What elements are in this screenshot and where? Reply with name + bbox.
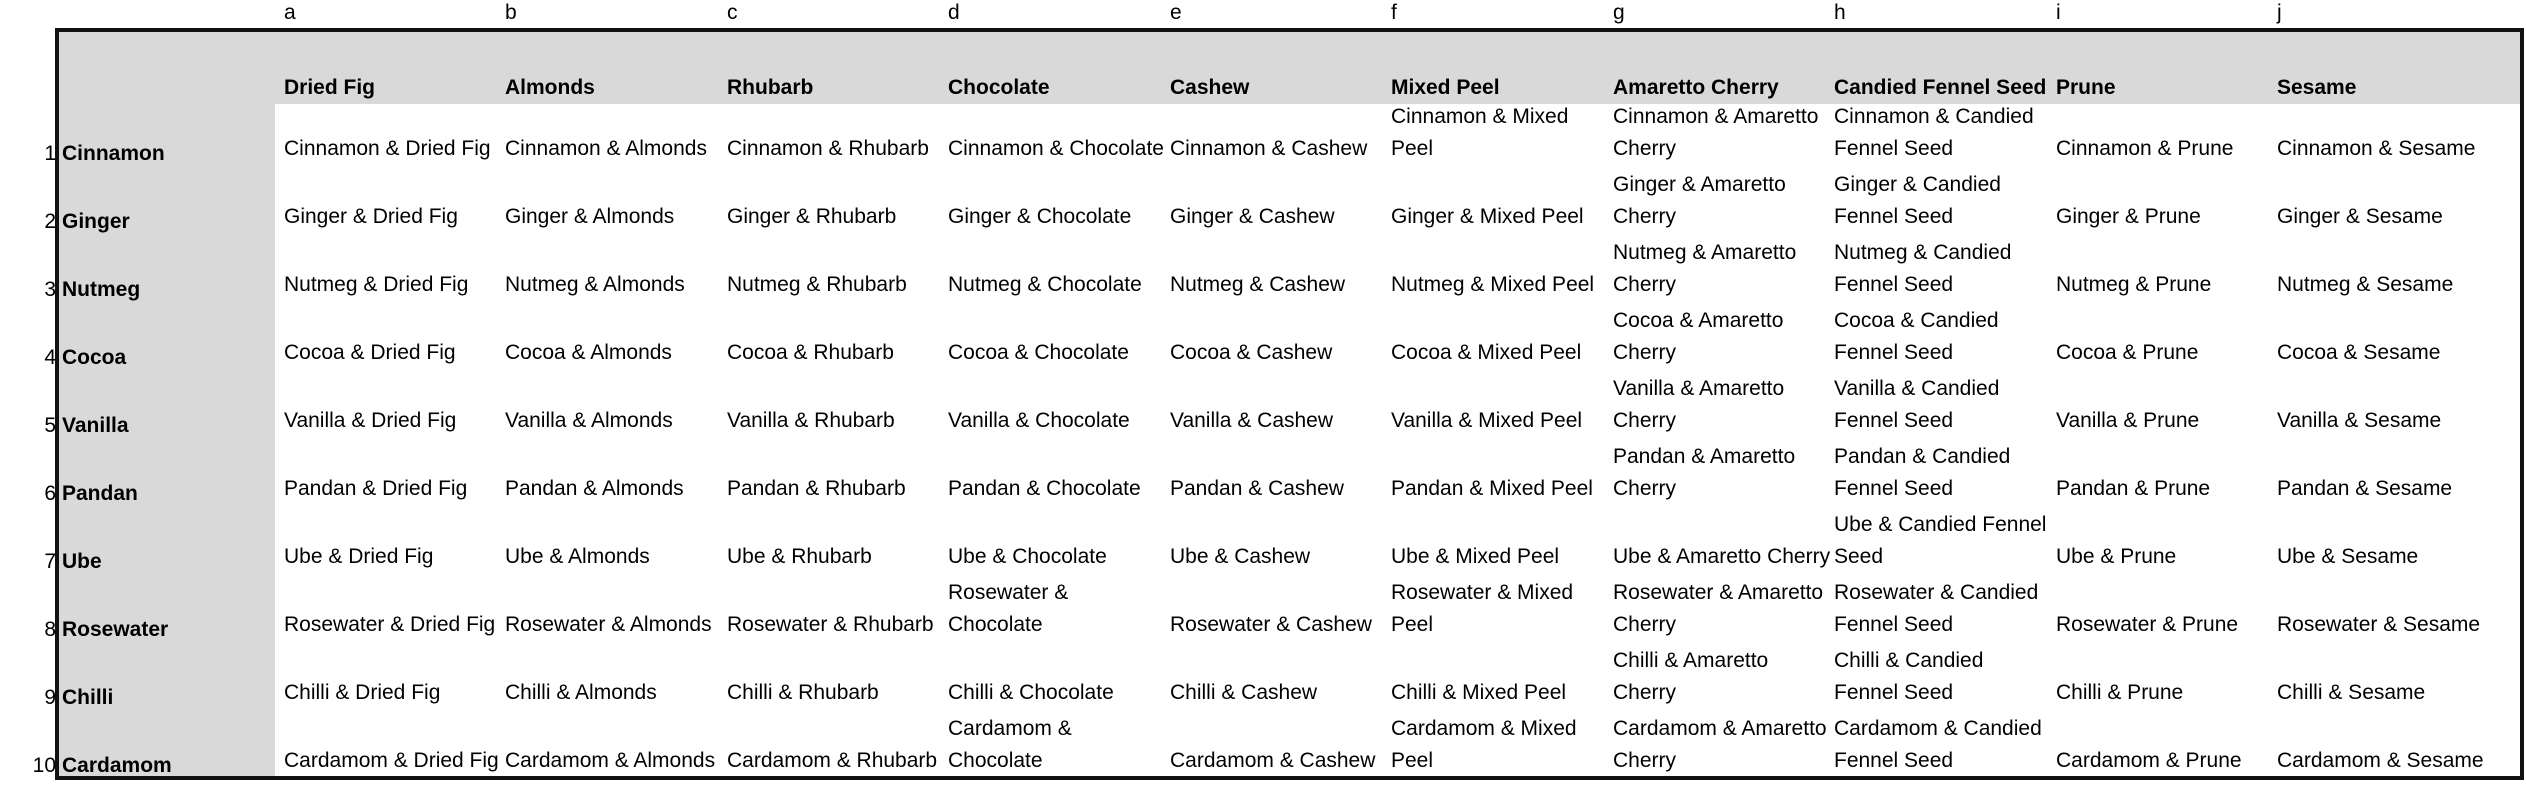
table-cell[interactable]: Cardamom & Cashew	[1170, 749, 1376, 772]
table-cell[interactable]: Chilli & Rhubarb	[727, 681, 879, 704]
row-label: Cardamom	[62, 754, 172, 777]
table-cell[interactable]: Vanilla & Candied Fennel Seed	[1834, 377, 2000, 432]
row-number: 8	[44, 618, 56, 641]
table-cell[interactable]: Cardamom & Candied Fennel Seed	[1834, 717, 2042, 772]
table-cell[interactable]: Chilli & Chocolate	[948, 681, 1114, 704]
table-cell[interactable]: Chilli & Amaretto Cherry	[1613, 649, 1769, 704]
table-cell[interactable]: Cocoa & Dried Fig	[284, 341, 456, 364]
table-cell[interactable]: Ginger & Prune	[2056, 205, 2201, 228]
table-cell[interactable]: Ginger & Cashew	[1170, 205, 1335, 228]
column-header: Almonds	[505, 76, 595, 99]
column-header: Chocolate	[948, 76, 1050, 99]
table-cell[interactable]: Ube & Chocolate	[948, 545, 1107, 568]
row-number: 9	[44, 686, 56, 709]
table-cell[interactable]: Vanilla & Mixed Peel	[1391, 409, 1583, 432]
table-cell[interactable]: Cinnamon & Prune	[2056, 137, 2234, 160]
table-cell[interactable]: Cinnamon & Almonds	[505, 137, 707, 160]
table-cell[interactable]: Nutmeg & Cashew	[1170, 273, 1346, 296]
table-cell[interactable]: Cocoa & Amaretto Cherry	[1613, 309, 1784, 364]
table-cell[interactable]: Pandan & Prune	[2056, 477, 2211, 500]
table-cell[interactable]: Cinnamon & Dried Fig	[284, 137, 491, 160]
table-cell[interactable]: Ube & Dried Fig	[284, 545, 434, 568]
table-cell[interactable]: Pandan & Rhubarb	[727, 477, 906, 500]
table-cell[interactable]: Ginger & Chocolate	[948, 205, 1132, 228]
table-cell[interactable]: Nutmeg & Rhubarb	[727, 273, 907, 296]
table-cell[interactable]: Cocoa & Mixed Peel	[1391, 341, 1582, 364]
column-header: Mixed Peel	[1391, 76, 1500, 99]
table-cell[interactable]: Vanilla & Sesame	[2277, 409, 2442, 432]
table-cell[interactable]: Cocoa & Candied Fennel Seed	[1834, 309, 1999, 364]
table-cell[interactable]: Ube & Rhubarb	[727, 545, 872, 568]
row-number-gutter	[0, 0, 56, 808]
table-cell[interactable]: Cinnamon & Candied Fennel Seed	[1834, 105, 2034, 160]
table-cell[interactable]: Cinnamon & Mixed Peel	[1391, 105, 1569, 160]
table-cell[interactable]: Ginger & Almonds	[505, 205, 675, 228]
row-number: 6	[44, 482, 56, 505]
table-cell[interactable]: Nutmeg & Almonds	[505, 273, 685, 296]
column-header: Sesame	[2277, 76, 2357, 99]
column-header: Rhubarb	[727, 76, 814, 99]
table-cell[interactable]: Cocoa & Chocolate	[948, 341, 1129, 364]
column-letter-d: d	[948, 1, 960, 24]
table-cell[interactable]: Ube & Cashew	[1170, 545, 1311, 568]
table-cell[interactable]: Pandan & Chocolate	[948, 477, 1141, 500]
column-header: Candied Fennel Seed	[1834, 76, 2047, 99]
table-cell[interactable]: Cocoa & Sesame	[2277, 341, 2441, 364]
table-cell[interactable]: Cinnamon & Amaretto Cherry	[1613, 105, 1819, 160]
table-cell[interactable]: Cardamom & Dried Fig	[284, 749, 499, 772]
table-cell[interactable]: Nutmeg & Mixed Peel	[1391, 273, 1595, 296]
table-cell[interactable]: Cardamom & Rhubarb	[727, 749, 938, 772]
table-cell[interactable]: Ube & Almonds	[505, 545, 650, 568]
table-cell[interactable]: Vanilla & Rhubarb	[727, 409, 895, 432]
table-cell[interactable]: Rosewater & Amaretto Cherry	[1613, 581, 1824, 636]
table-cell[interactable]: Cocoa & Prune	[2056, 341, 2199, 364]
table-cell[interactable]: Chilli & Mixed Peel	[1391, 681, 1567, 704]
row-number: 4	[44, 346, 56, 369]
table-cell[interactable]: Ube & Sesame	[2277, 545, 2419, 568]
table-cell[interactable]: Rosewater & Rhubarb	[727, 613, 934, 636]
row-label: Vanilla	[62, 414, 129, 437]
row-label: Pandan	[62, 482, 138, 505]
table-cell[interactable]: Cardamom & Amaretto Cherry	[1613, 717, 1827, 772]
table-cell[interactable]: Rosewater & Cashew	[1170, 613, 1372, 636]
row-label: Cinnamon	[62, 142, 165, 165]
table-cell[interactable]: Cocoa & Almonds	[505, 341, 672, 364]
table-cell[interactable]: Nutmeg & Amaretto Cherry	[1613, 241, 1797, 296]
table-cell[interactable]: Rosewater & Candied Fennel Seed	[1834, 581, 2039, 636]
row-label: Rosewater	[62, 618, 169, 641]
table-cell[interactable]: Pandan & Almonds	[505, 477, 684, 500]
table-cell[interactable]: Ube & Candied Fennel Seed	[1834, 513, 2047, 568]
table-cell[interactable]: Ginger & Dried Fig	[284, 205, 458, 228]
table-cell[interactable]: Cocoa & Cashew	[1170, 341, 1333, 364]
table-cell[interactable]: Pandan & Cashew	[1170, 477, 1344, 500]
table-cell[interactable]: Cinnamon & Cashew	[1170, 137, 1368, 160]
table-cell[interactable]: Rosewater & Almonds	[505, 613, 712, 636]
table-cell[interactable]: Rosewater & Sesame	[2277, 613, 2481, 636]
column-header: Prune	[2056, 76, 2116, 99]
column-letter-bar	[0, 0, 2526, 28]
header-band	[59, 32, 2520, 104]
table-cell[interactable]: Vanilla & Prune	[2056, 409, 2200, 432]
table-cell[interactable]: Ube & Prune	[2056, 545, 2177, 568]
table-cell[interactable]: Chilli & Prune	[2056, 681, 2184, 704]
table-cell[interactable]: Cardamom & Mixed Peel	[1391, 717, 1577, 772]
table-cell[interactable]: Pandan & Amaretto Cherry	[1613, 445, 1796, 500]
table-cell[interactable]: Ginger & Mixed Peel	[1391, 205, 1584, 228]
table-cell[interactable]: Nutmeg & Chocolate	[948, 273, 1142, 296]
row-number: 7	[44, 550, 56, 573]
table-cell[interactable]: Nutmeg & Dried Fig	[284, 273, 469, 296]
column-letter-g: g	[1613, 1, 1625, 24]
column-letter-b: b	[505, 1, 517, 24]
column-letter-j: j	[2277, 1, 2282, 24]
pairing-grid	[55, 28, 2524, 780]
table-cell[interactable]: Chilli & Dried Fig	[284, 681, 441, 704]
table-cell[interactable]: Nutmeg & Sesame	[2277, 273, 2454, 296]
table-cell[interactable]: Chilli & Sesame	[2277, 681, 2426, 704]
table-cell[interactable]: Chilli & Candied Fennel Seed	[1834, 649, 1984, 704]
table-cell[interactable]: Cinnamon & Rhubarb	[727, 137, 929, 160]
column-letter-h: h	[1834, 1, 1846, 24]
table-cell[interactable]: Rosewater & Prune	[2056, 613, 2239, 636]
column-header: Amaretto Cherry	[1613, 76, 1779, 99]
table-cell[interactable]: Vanilla & Amaretto Cherry	[1613, 377, 1785, 432]
table-cell[interactable]: Nutmeg & Prune	[2056, 273, 2212, 296]
column-letter-e: e	[1170, 1, 1182, 24]
column-letter-f: f	[1391, 1, 1397, 24]
table-cell[interactable]: Rosewater & Dried Fig	[284, 613, 496, 636]
column-letter-i: i	[2056, 1, 2061, 24]
table-cell[interactable]: Cinnamon & Chocolate	[948, 137, 1164, 160]
table-cell[interactable]: Cardamom & Chocolate	[948, 717, 1072, 772]
table-cell[interactable]: Ube & Mixed Peel	[1391, 545, 1560, 568]
row-label: Ube	[62, 550, 102, 573]
column-header: Dried Fig	[284, 76, 376, 99]
table-cell[interactable]: Nutmeg & Candied Fennel Seed	[1834, 241, 2012, 296]
table-cell[interactable]: Cardamom & Sesame	[2277, 749, 2484, 772]
row-number: 5	[44, 414, 56, 437]
table-cell[interactable]: Vanilla & Almonds	[505, 409, 673, 432]
table-cell[interactable]: Vanilla & Cashew	[1170, 409, 1334, 432]
row-number: 10	[32, 754, 56, 777]
column-letter-a: a	[284, 1, 296, 24]
table-cell[interactable]: Cocoa & Rhubarb	[727, 341, 894, 364]
row-number: 1	[44, 142, 56, 165]
table-cell[interactable]: Pandan & Mixed Peel	[1391, 477, 1593, 500]
row-label: Ginger	[62, 210, 130, 233]
table-cell[interactable]: Cinnamon & Sesame	[2277, 137, 2476, 160]
table-cell[interactable]: Pandan & Dried Fig	[284, 477, 468, 500]
table-cell[interactable]: Cardamom & Almonds	[505, 749, 716, 772]
table-cell[interactable]: Vanilla & Chocolate	[948, 409, 1130, 432]
row-label: Cocoa	[62, 346, 127, 369]
table-cell[interactable]: Cardamom & Prune	[2056, 749, 2242, 772]
table-cell[interactable]: Ube & Amaretto Cherry	[1613, 545, 1831, 568]
row-label: Chilli	[62, 686, 114, 709]
column-header: Cashew	[1170, 76, 1250, 99]
table-cell[interactable]: Ginger & Sesame	[2277, 205, 2443, 228]
table-cell[interactable]: Ginger & Amaretto Cherry	[1613, 173, 1786, 228]
table-cell[interactable]: Rosewater & Mixed Peel	[1391, 581, 1574, 636]
table-cell[interactable]: Chilli & Almonds	[505, 681, 657, 704]
table-cell[interactable]: Pandan & Candied Fennel Seed	[1834, 445, 2011, 500]
table-cell[interactable]: Ginger & Rhubarb	[727, 205, 897, 228]
row-number: 3	[44, 278, 56, 301]
table-cell[interactable]: Chilli & Cashew	[1170, 681, 1318, 704]
table-cell[interactable]: Vanilla & Dried Fig	[284, 409, 457, 432]
row-number: 2	[44, 210, 56, 233]
table-cell[interactable]: Pandan & Sesame	[2277, 477, 2453, 500]
column-letter-c: c	[727, 1, 738, 24]
row-label: Nutmeg	[62, 278, 141, 301]
table-cell[interactable]: Ginger & Candied Fennel Seed	[1834, 173, 2001, 228]
table-cell[interactable]: Rosewater & Chocolate	[948, 581, 1069, 636]
